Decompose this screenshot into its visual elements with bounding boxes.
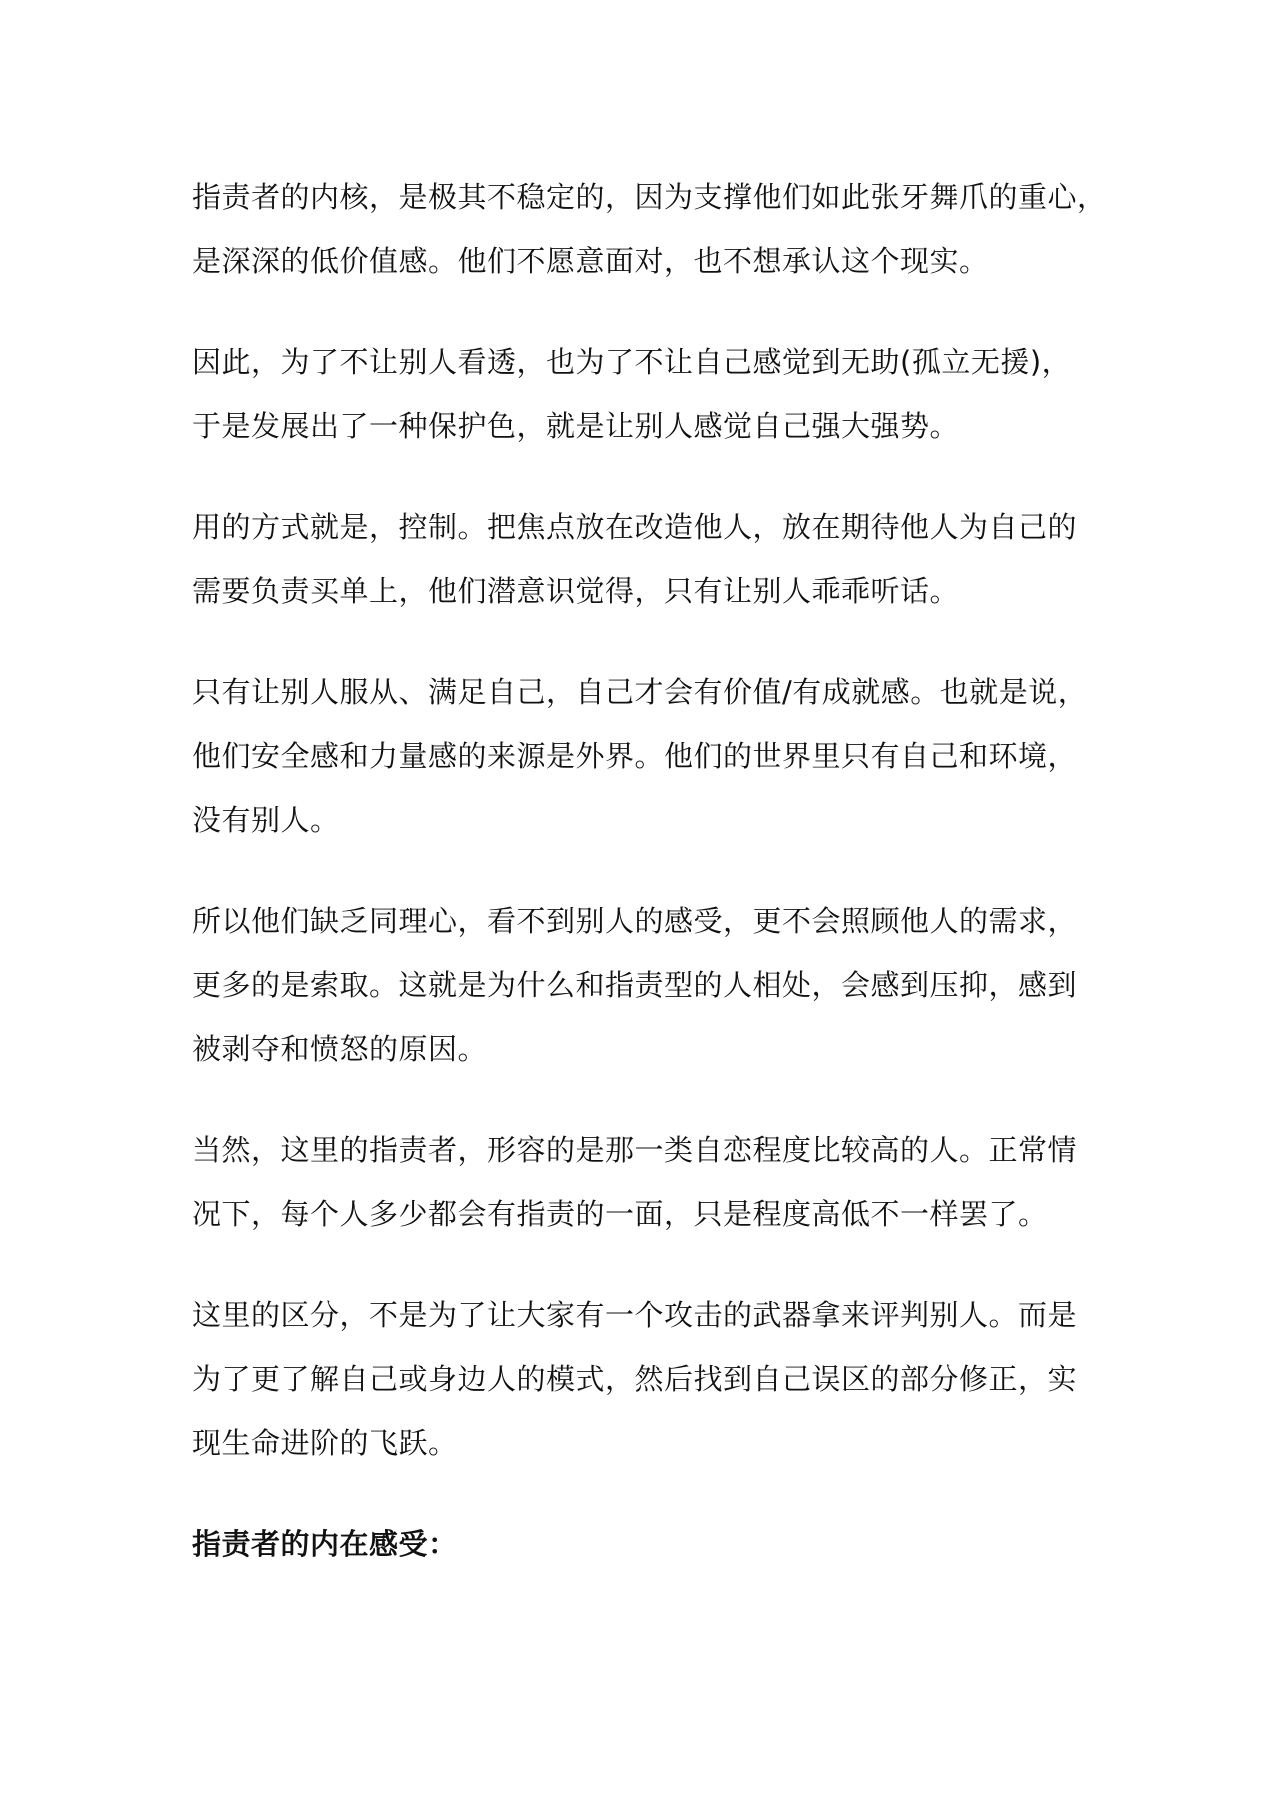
text-line: 况下，每个人多少都会有指责的一面，只是程度高低不一样罢了。 — [192, 1197, 1048, 1231]
paragraph-lack-empathy — [192, 889, 1092, 1081]
paragraph-purpose — [192, 1283, 1092, 1475]
paragraph-narcissism-note — [192, 1118, 1092, 1246]
text-line: 为了更了解自己或身边人的模式，然后找到自己误区的部分修正，实 — [192, 1362, 1078, 1396]
text-line: 指责者的内核，是极其不稳定的，因为支撑他们如此张牙舞爪的重心， — [192, 180, 1107, 214]
text-line: 只有让别人服从、满足自己，自己才会有价值/有成就感。也就是说， — [192, 675, 1088, 709]
text-line: 被剥夺和愤怒的原因。 — [192, 1032, 488, 1066]
paragraph-protective-color — [192, 330, 1092, 458]
text-line: 所以他们缺乏同理心，看不到别人的感受，更不会照顾他人的需求， — [192, 904, 1078, 938]
text-line: 于是发展出了一种保护色，就是让别人感觉自己强大强势。 — [192, 409, 960, 443]
text-line: 需要负责买单上，他们潜意识觉得，只有让别人乖乖听话。 — [192, 574, 960, 608]
section-heading — [192, 1512, 1092, 1576]
text-line: 当然，这里的指责者，形容的是那一类自恋程度比较高的人。正常情 — [192, 1133, 1078, 1167]
text-line: 用的方式就是，控制。把焦点放在改造他人，放在期待他人为自己的 — [192, 510, 1078, 544]
text-line: 没有别人。 — [192, 803, 340, 837]
text-line: 他们安全感和力量感的来源是外界。他们的世界里只有自己和环境， — [192, 739, 1078, 773]
paragraph-external-source — [192, 660, 1092, 852]
text-line: 更多的是索取。这就是为什么和指责型的人相处，会感到压抑，感到 — [192, 968, 1078, 1002]
text-line: 因此，为了不让别人看透，也为了不让自己感觉到无助(孤立无援)， — [192, 345, 1072, 379]
paragraph-core-instability — [192, 165, 1107, 293]
text-line: 是深深的低价值感。他们不愿意面对，也不想承认这个现实。 — [192, 244, 989, 278]
document-body — [192, 165, 1107, 1613]
paragraph-control — [192, 495, 1092, 623]
text-line: 现生命进阶的飞跃。 — [192, 1426, 458, 1460]
text-line: 这里的区分，不是为了让大家有一个攻击的武器拿来评判别人。而是 — [192, 1298, 1078, 1332]
section-heading-text: 指责者的内在感受： — [192, 1527, 458, 1561]
